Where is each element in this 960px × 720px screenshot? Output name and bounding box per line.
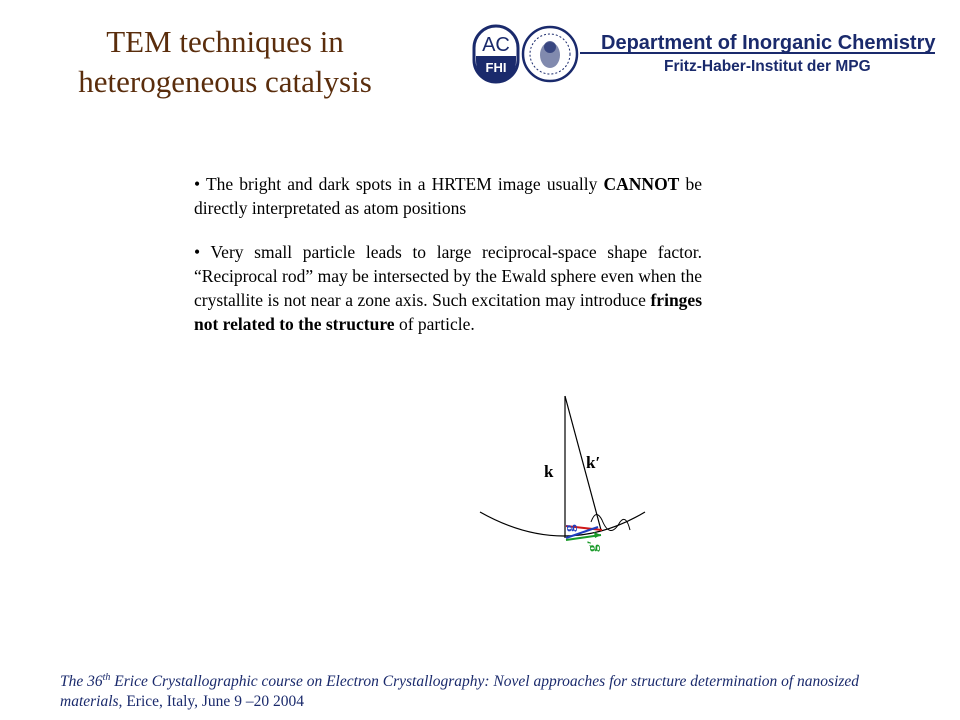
ac-fhi-logo-graphic [470,20,940,90]
title-line-2: heterogeneous catalysis [78,64,372,99]
ewald-sphere-diagram [470,390,670,560]
bullet-2-emphasis: fringes not related to the structure [194,290,703,334]
bullet-2-text-a: Very small particle leads to large reciprocal-space shape factor. “Reciprocal rod” may be intersected by the Ewald sphere even when the crystallite is not near a zone axis. Such excitation may introduce [194,242,702,310]
bullet-1-text-b: be directly interpretated as atom positions [194,174,703,218]
title-line-1: TEM techniques in [106,24,344,59]
institute-name: Fritz-Haber-Institut der MPG [664,58,871,75]
footer-prefix: The 36 [60,673,103,691]
footer-location-date: Erice, Italy, June 9 –20 2004 [122,693,304,711]
label-g-prime: g′ [585,540,601,552]
logo-abbr-bottom: FHI [485,60,507,75]
label-k-prime: k′ [586,453,601,472]
footer-citation [60,668,900,712]
g-prime-arrowhead [594,532,601,538]
slide-title [40,22,410,102]
logo-abbr-top: AC [482,34,510,56]
bullet-item-1 [194,172,702,220]
bullet-1-emphasis: CANNOT [603,174,680,194]
bullet-1-text-a: The bright and dark spots in a HRTEM image usually [205,174,598,194]
label-k: k [544,462,554,481]
footer-course-title: Erice Crystallographic course on Electron Crystallography: Novel approaches for structure determination of nanosized materials, [60,673,860,711]
footer-superscript: th [102,672,111,683]
bullet-item-2 [194,240,702,336]
bullet-2-text-b: of particle. [398,314,475,334]
bullet-marker: • [194,242,201,262]
bullet-marker: • [194,174,201,194]
department-name: Department of Inorganic Chemistry [601,32,936,54]
bullet-list [194,172,702,356]
label-g: g [562,524,578,532]
